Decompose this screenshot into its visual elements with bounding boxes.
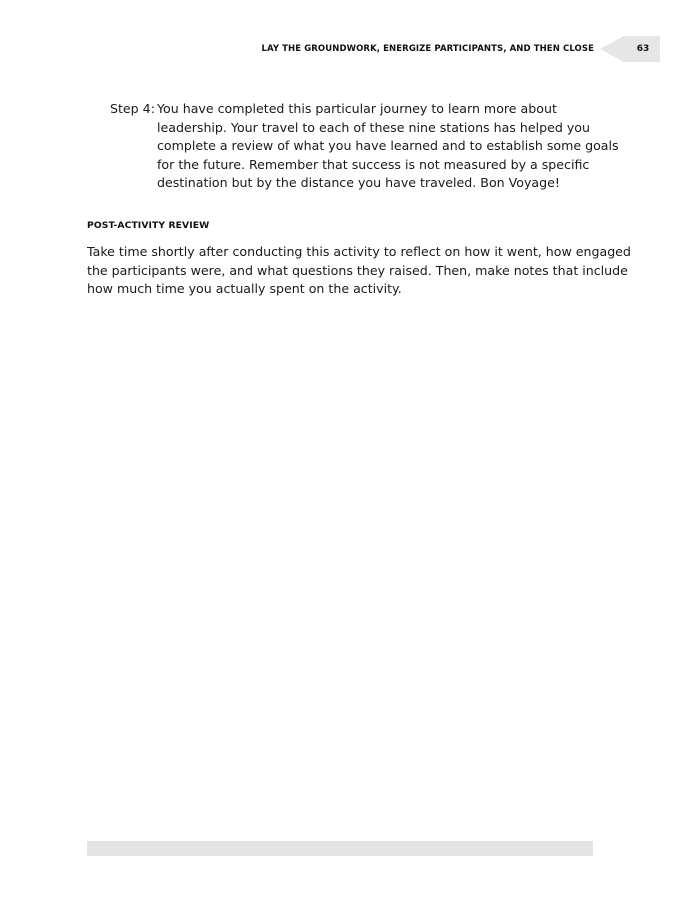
step-text-line: complete a review of what you have learned and to establish some goals [157, 138, 619, 154]
review-paragraph [87, 243, 631, 299]
paragraph-line: how much time you actually spent on the activity. [87, 281, 402, 297]
step-text-line: You have completed this particular journey to learn more about [157, 101, 557, 116]
step-text-line: leadership. Your travel to each of these nine stations has helped you [157, 119, 590, 135]
paragraph-line: Take time shortly after conducting this activity to reflect on how it went, how engaged [87, 244, 631, 259]
step-text-line: destination but by the distance you have traveled. Bon Voyage! [157, 175, 560, 191]
page-number-tab [600, 36, 660, 62]
step-label: Step 4: [110, 101, 155, 116]
step-text [157, 100, 619, 193]
step-text-line: for the future. Remember that success is not measured by a specific [157, 156, 590, 172]
section-heading: POST-ACTIVITY REVIEW [87, 220, 210, 231]
step-4 [110, 100, 619, 193]
paragraph-line: the participants were, and what questions they raised. Then, make notes that include [87, 262, 628, 278]
footer-bar [87, 841, 593, 856]
running-head: LAY THE GROUNDWORK, ENERGIZE PARTICIPANTS, AND THEN CLOSE [261, 44, 594, 54]
page-number: 63 [636, 44, 650, 54]
